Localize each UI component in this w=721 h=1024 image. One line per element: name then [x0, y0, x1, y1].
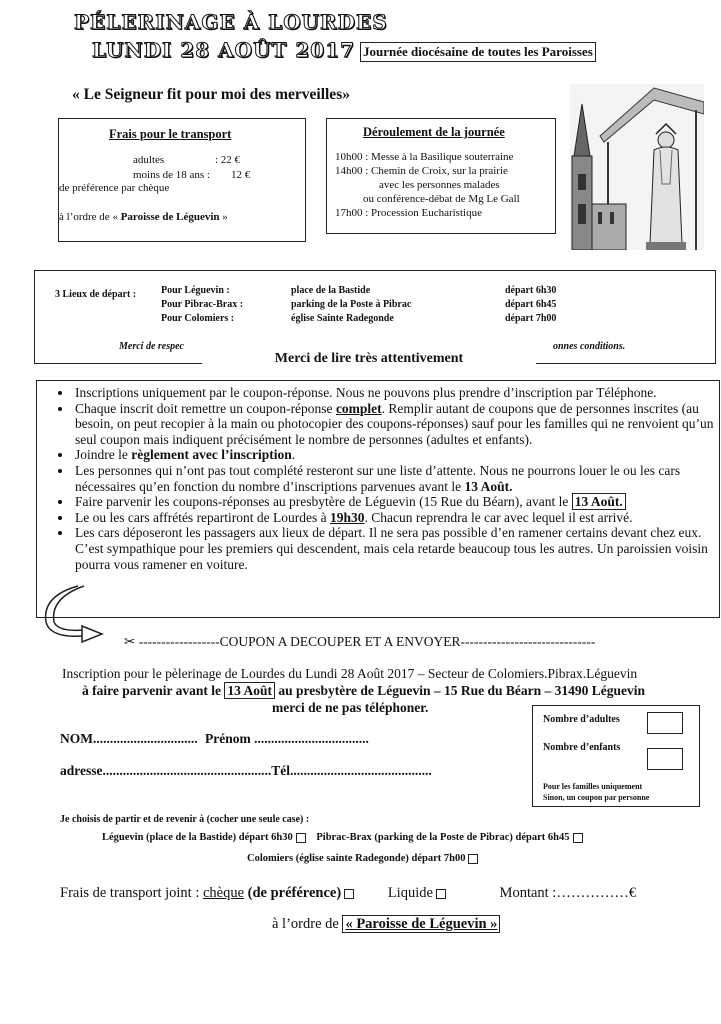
departures-label: 3 Lieux de départ :: [55, 289, 137, 300]
fees-amount[interactable]: Montant :……………€: [499, 885, 637, 901]
diocesan-banner: Journée diocésaine de toutes les Paroisses: [360, 42, 596, 62]
order-prefix: à l’ordre de «: [59, 211, 118, 223]
option-colomiers-label: Colomiers (église sainte Radegonde) départ 7h00: [247, 853, 466, 864]
lourdes-illustration: [570, 84, 704, 250]
count-adults-label: Nombre d’adultes: [543, 714, 620, 725]
nom-label: NOM: [60, 731, 93, 746]
tel-label: Tél: [271, 763, 290, 778]
fees-cash: Liquide: [387, 885, 433, 901]
transport-order: [59, 211, 228, 223]
rule-text: Joindre le: [75, 447, 132, 463]
coupon-send-suffix: au presbytère de Léguevin – 15 Rue du Béarn – 31490 Léguevin: [275, 683, 646, 698]
no-phone-note: merci de ne pas téléphoner.: [272, 700, 429, 715]
rule-text: Le ou les cars affrétés repartiront de Lourdes à: [75, 509, 331, 525]
fees-row: [60, 885, 636, 902]
departure-place-3: église Sainte Radegonde: [291, 313, 394, 324]
coupon-order: [272, 916, 500, 933]
rule-text: complet: [335, 400, 382, 416]
count-children-input[interactable]: [647, 748, 683, 770]
counts-box: [532, 705, 700, 807]
tel-field[interactable]: ..........................................: [290, 763, 432, 778]
rule-item: [73, 385, 721, 401]
title-line-2: LUNDI 28 AOÛT 2017: [92, 38, 356, 62]
rule-text: Les personnes qui n’ont pas tout complété resteront sur une liste d’attente. Nous ne pourrons louer le ou les cars nécessaires qu’en fonction du nombre d’inscriptions parvenues avant le: [75, 462, 681, 494]
schedule-heading: Déroulement de la journée: [363, 125, 505, 139]
cut-line: [124, 634, 595, 650]
rule-text: .: [291, 447, 296, 463]
coupon-send-prefix: à faire parvenir avant le: [82, 683, 225, 698]
departure-for-1: Pour Léguevin :: [161, 285, 230, 296]
nom-row: [60, 731, 369, 747]
adresse-field[interactable]: ..................................................: [102, 763, 272, 778]
prenom-field[interactable]: ..................................: [254, 731, 369, 746]
rule-text: 13 Août.: [464, 478, 513, 494]
minors-price: 12 €: [231, 169, 251, 181]
count-adults-input[interactable]: [647, 712, 683, 734]
prenom-label: Prénom: [205, 731, 251, 746]
coupon-send: [82, 683, 645, 699]
fees-pref: (de préférence): [247, 885, 342, 901]
schedule-line-3: avec les personnes malades: [379, 179, 500, 191]
rule-text: . Chacun reprendra le car avec lequel il est arrivé.: [364, 509, 633, 525]
adults-price: : 22 €: [215, 154, 241, 166]
rule-text: . Remplir autant de coupons que de personnes inscrites (au besoin, on peut recopier à la main ou photocopier des coupons-réponses) sauf pour les familles qui ne renvoient qu’un seul coupon mais indiquent précisément le nombre de personnes (adultes et enfants).: [75, 400, 714, 447]
nom-field[interactable]: ...............................: [93, 731, 198, 746]
cheque-checkbox[interactable]: [344, 889, 354, 899]
rule-text: 19h30: [330, 509, 365, 525]
rule-item: [73, 463, 721, 494]
departure-time-2: départ 6h45: [505, 299, 557, 310]
option-colomiers-checkbox[interactable]: [468, 854, 478, 864]
rules-list: [59, 385, 721, 572]
option-row-2: [247, 853, 478, 864]
rule-item: [73, 447, 721, 463]
schedule-line-2: 14h00 : Chemin de Croix, sur la prairie: [335, 165, 508, 177]
rules-box: [36, 380, 720, 618]
departures-note-left: Merci de respec: [119, 341, 184, 352]
payment-note: de préférence par chèque: [59, 182, 170, 194]
title-line-1: PÉLERINAGE À LOURDES: [74, 10, 388, 34]
rule-item: [73, 401, 721, 448]
fees-cheque: chèque: [202, 885, 245, 901]
rule-item: [73, 494, 721, 510]
departure-for-3: Pour Colomiers :: [161, 313, 235, 324]
rule-text: règlement avec l’inscription: [131, 447, 292, 463]
arrow-icon: [32, 580, 112, 660]
transport-heading: Frais pour le transport: [109, 127, 232, 141]
coupon-intro: Inscription pour le pèlerinage de Lourdes du Lundi 28 Août 2017 – Secteur de Colomiers.Pibrax.Léguevin: [62, 666, 638, 681]
departures-note-right: onnes conditions.: [553, 341, 626, 352]
adresse-label: adresse: [60, 763, 103, 778]
rule-item: [73, 525, 721, 572]
families-note-1: Pour les familles uniquement: [543, 782, 643, 791]
schedule-box: [326, 118, 556, 234]
schedule-line-1: 10h00 : Messe à la Basilique souterraine: [335, 151, 514, 163]
choose-label: Je choisis de partir et de revenir à (cocher une seule case) :: [60, 814, 310, 825]
adresse-row: [60, 763, 432, 779]
order-name: Paroisse de Léguevin: [120, 211, 220, 223]
option-row-1: [102, 832, 583, 843]
rule-text: Faire parvenir les coupons-réponses au presbytère de Léguevin (15 Rue du Béarn), avant le: [75, 494, 572, 510]
cash-checkbox[interactable]: [436, 889, 446, 899]
cut-line-text: ------------------COUPON A DECOUPER ET A ENVOYER------------------------------: [138, 634, 596, 649]
coupon-order-prefix: à l’ordre de: [272, 916, 343, 932]
departure-for-2: Pour Pibrac-Brax :: [161, 299, 244, 310]
minors-label: moins de 18 ans :: [133, 169, 210, 181]
option-leguevin-label: Léguevin (place de la Bastide) départ 6h30: [102, 832, 293, 843]
coupon-order-name: « Paroisse de Léguevin »: [342, 915, 500, 933]
rule-text: Chaque inscrit doit remettre un coupon-réponse: [75, 400, 336, 416]
order-suffix: »: [222, 211, 228, 223]
adults-label: adultes: [133, 154, 165, 166]
count-children-label: Nombre d’enfants: [543, 742, 621, 753]
quote: « Le Seigneur fit pour moi des merveilles»: [72, 86, 350, 103]
schedule-line-4: ou conférence-débat de Mg Le Gall: [363, 193, 520, 205]
option-pibrac-label: Pibrac-Brax (parking de la Poste de Pibrac) départ 6h45: [316, 832, 570, 843]
departure-place-2: parking de la Poste à Pibrac: [291, 299, 412, 310]
transport-box: [58, 118, 306, 242]
option-leguevin-checkbox[interactable]: [296, 833, 306, 843]
departure-time-3: départ 7h00: [505, 313, 557, 324]
departure-time-1: départ 6h30: [505, 285, 557, 296]
rule-text: 13 Août.: [572, 493, 626, 510]
scissors-icon: ✂: [124, 634, 136, 649]
rule-text: Les cars déposeront les passagers aux lieux de départ. Il ne sera pas possible d’en ramener certains devant chez eux. C’est sympathique pour les premiers qui descendent, mais cela retarde beaucoup tous les autres. Un paroissien voisin pourra vous ramener en voiture.: [75, 525, 708, 572]
departure-place-1: place de la Bastide: [291, 285, 371, 296]
rules-heading: Merci de lire très attentivement: [202, 342, 536, 376]
option-pibrac-checkbox[interactable]: [573, 833, 583, 843]
schedule-line-5: 17h00 : Procession Eucharistique: [335, 207, 482, 219]
fees-label: Frais de transport joint :: [60, 885, 203, 901]
rule-text: Inscriptions uniquement par le coupon-réponse. Nous ne pouvons plus prendre d’inscription par Téléphone.: [75, 385, 657, 400]
rule-item: [73, 510, 721, 526]
families-note-2: Sinon, un coupon par personne: [543, 793, 650, 802]
coupon-send-date: 13 Août: [224, 682, 275, 699]
